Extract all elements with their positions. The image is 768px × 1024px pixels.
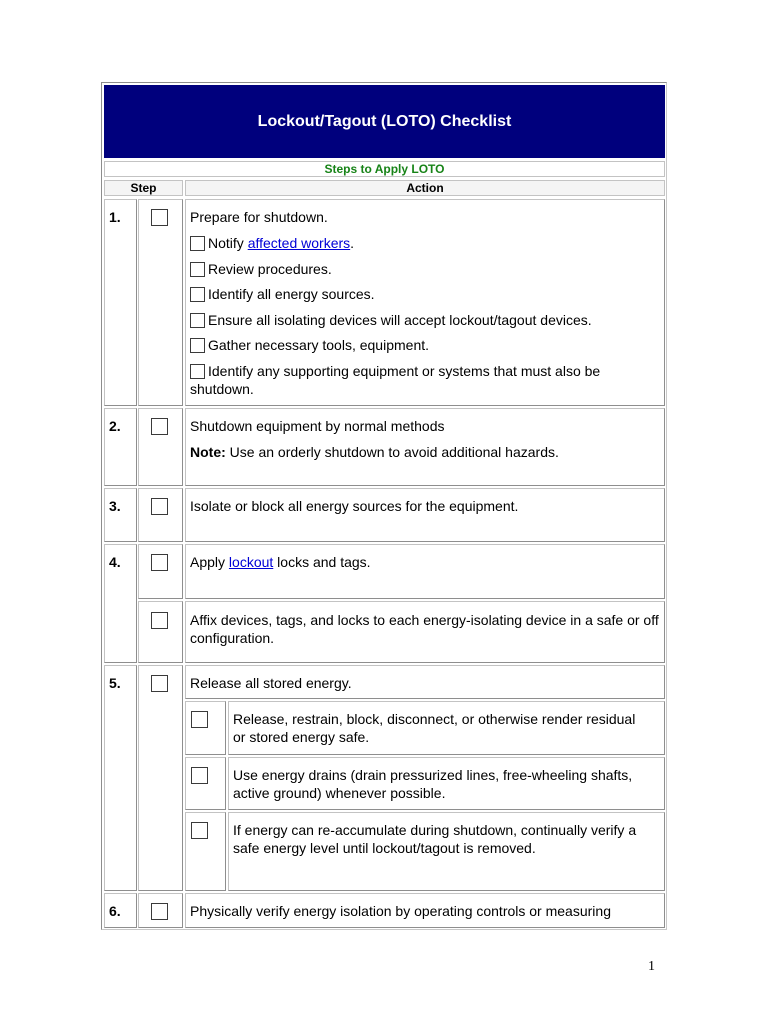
- step-checkbox-cell: [138, 544, 183, 599]
- step-6-checkbox[interactable]: [151, 903, 168, 920]
- title-text: Lockout/Tagout (LOTO) Checklist: [257, 112, 512, 130]
- item-text: Identify all energy sources.: [208, 286, 375, 302]
- step-number: 6.: [109, 903, 121, 919]
- step-checkbox-cell: [138, 408, 183, 486]
- item-text: Ensure all isolating devices will accept lockout/tagout devices.: [208, 312, 592, 328]
- substep-checkbox[interactable]: [191, 711, 208, 728]
- substep-checkbox-cell: [185, 812, 226, 891]
- step-4-text: [190, 553, 371, 571]
- step-6-action-cell: [185, 893, 665, 928]
- step-1-checkbox[interactable]: [151, 209, 168, 226]
- step-checkbox-cell: [138, 488, 183, 542]
- list-item: [190, 336, 429, 354]
- step-4-text-prefix: Apply: [190, 554, 229, 570]
- item-text-suffix: .: [350, 235, 355, 251]
- substep-text: If energy can re-accumulate during shutdown, continually verify a safe energy level until lockout/tagout is removed.: [233, 822, 637, 856]
- step-3-checkbox[interactable]: [151, 498, 168, 515]
- step-4-text-suffix: locks and tags.: [273, 554, 371, 570]
- substep-text: Use energy drains (drain pressurized lines, free-wheeling shafts, active ground) whenever possible.: [233, 767, 633, 801]
- review-checkbox[interactable]: [190, 262, 205, 277]
- column-header-action: Action: [185, 180, 665, 196]
- page-number: 1: [648, 959, 655, 974]
- step-6-text: Physically verify energy isolation by operating controls or measuring: [190, 903, 611, 919]
- substep-checkbox[interactable]: [191, 822, 208, 839]
- gather-checkbox[interactable]: [190, 338, 205, 353]
- substep-text-cell: [228, 757, 665, 810]
- lockout-link[interactable]: lockout: [228, 554, 274, 570]
- step-4-sub-checkbox[interactable]: [151, 612, 168, 629]
- affected-workers-link[interactable]: affected workers: [247, 235, 351, 251]
- substep-checkbox[interactable]: [191, 767, 208, 784]
- step-checkbox-cell: [138, 893, 183, 928]
- step-4-checkbox[interactable]: [151, 554, 168, 571]
- step-number-cell: [104, 408, 137, 486]
- list-item: [190, 260, 332, 278]
- step-number-cell: [104, 893, 137, 928]
- step-5-text: Release all stored energy.: [190, 675, 352, 691]
- substep-checkbox-cell: [185, 701, 226, 755]
- substep-checkbox-cell: [185, 757, 226, 810]
- identify-supporting-checkbox[interactable]: [190, 364, 205, 379]
- step-3-text: Isolate or block all energy sources for the equipment.: [190, 498, 519, 514]
- list-item: [190, 362, 650, 398]
- step-1-action-cell: [185, 199, 665, 406]
- substep-text-cell: [228, 701, 665, 755]
- page-title: [104, 85, 665, 158]
- step-2-note: [190, 443, 559, 461]
- step-2-checkbox[interactable]: [151, 418, 168, 435]
- note-text: Use an orderly shutdown to avoid additional hazards.: [225, 444, 559, 460]
- substep-text: Release, restrain, block, disconnect, or otherwise render residual or stored energy safe.: [233, 711, 636, 745]
- step-number: 1.: [109, 209, 121, 225]
- step-number-cell: [104, 544, 137, 663]
- notify-checkbox[interactable]: [190, 236, 205, 251]
- item-text: Gather necessary tools, equipment.: [208, 337, 430, 353]
- step-4-action-cell: [185, 544, 665, 599]
- step-4-sub-text: Affix devices, tags, and locks to each energy-isolating device in a safe or off configuration.: [190, 612, 659, 646]
- step-3-action-cell: [185, 488, 665, 542]
- list-item: [190, 234, 354, 252]
- list-item: [190, 311, 592, 329]
- step-1-text: Prepare for shutdown.: [190, 209, 328, 225]
- item-text: Identify any supporting equipment or systems that must also be shutdown.: [190, 363, 601, 397]
- step-number: 3.: [109, 498, 121, 514]
- step-checkbox-cell: [138, 601, 183, 663]
- step-2-action-cell: [185, 408, 665, 486]
- step-5-checkbox[interactable]: [151, 675, 168, 692]
- step-5-action-cell: [185, 665, 665, 699]
- step-number: 2.: [109, 418, 121, 434]
- step-number: 5.: [109, 675, 121, 691]
- identify-sources-checkbox[interactable]: [190, 287, 205, 302]
- section-subheading: Steps to Apply LOTO: [104, 161, 665, 177]
- column-header-step: Step: [104, 180, 183, 196]
- substep-text-cell: [228, 812, 665, 891]
- step-2-text: Shutdown equipment by normal methods: [190, 418, 445, 434]
- item-text: Review procedures.: [208, 261, 332, 277]
- step-number-cell: [104, 665, 137, 891]
- step-number-cell: [104, 199, 137, 406]
- item-text: Notify: [208, 235, 248, 251]
- step-checkbox-cell: [138, 199, 183, 406]
- ensure-checkbox[interactable]: [190, 313, 205, 328]
- step-checkbox-cell: [138, 665, 183, 891]
- step-number: 4.: [109, 554, 121, 570]
- step-number-cell: [104, 488, 137, 542]
- step-4-sub-action-cell: [185, 601, 665, 663]
- list-item: [190, 285, 375, 303]
- note-label: Note:: [190, 444, 226, 460]
